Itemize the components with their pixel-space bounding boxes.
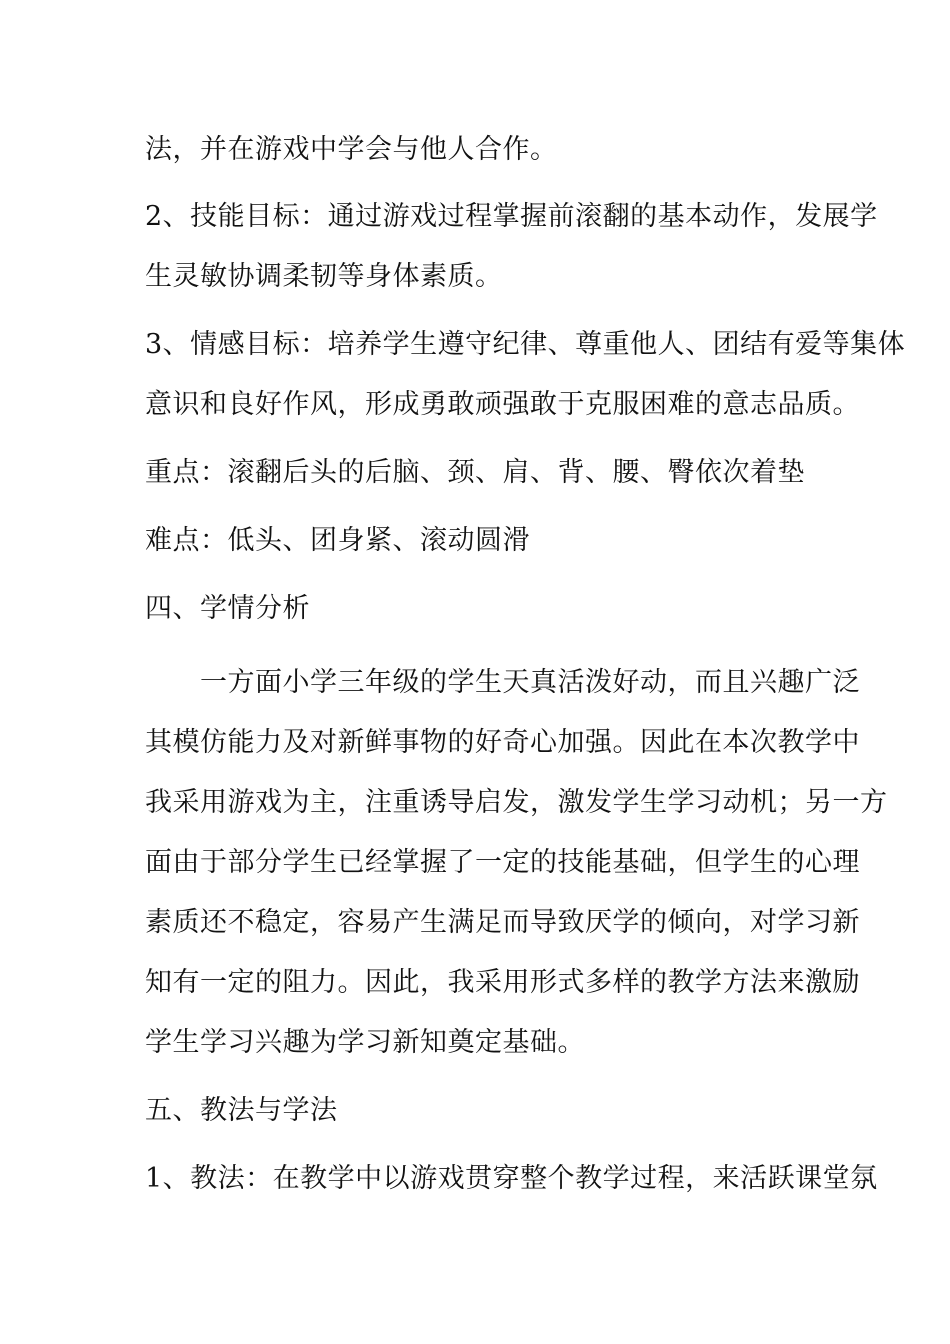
paragraph-line-7: 学生学习兴趣为学习新知奠定基础。 <box>145 1027 585 1058</box>
paragraph-line-2: 其模仿能力及对新鲜事物的好奇心加强。因此在本次教学中 <box>145 727 860 758</box>
section-heading-5: 五、教法与学法 <box>145 1095 338 1126</box>
paragraph-line-5: 素质还不稳定，容易产生满足而导致厌学的倾向，对学习新 <box>145 907 860 938</box>
paragraph-line-1: 一方面小学三年级的学生天真活泼好动，而且兴趣广泛 <box>200 667 860 698</box>
text-line-2: 2、技能目标：通过游戏过程掌握前滚翻的基本动作，发展学 <box>145 201 878 232</box>
difficulty-line: 难点：低头、团身紧、滚动圆滑 <box>145 525 530 556</box>
key-point-line: 重点：滚翻后头的后脑、颈、肩、背、腰、臀依次着垫 <box>145 457 805 488</box>
text-line-5: 意识和良好作风，形成勇敢顽强敢于克服困难的意志品质。 <box>145 389 860 420</box>
text-line-1: 法，并在游戏中学会与他人合作。 <box>145 134 558 165</box>
section-heading-4: 四、学情分析 <box>145 593 310 624</box>
paragraph-line-3: 我采用游戏为主，注重诱导启发，激发学生学习动机；另一方 <box>145 787 888 818</box>
text-line-teaching-method: 1、教法：在教学中以游戏贯穿整个教学过程，来活跃课堂氛 <box>145 1163 878 1194</box>
paragraph-line-6: 知有一定的阻力。因此，我采用形式多样的教学方法来激励 <box>145 967 860 998</box>
text-line-3: 生灵敏协调柔韧等身体素质。 <box>145 261 503 292</box>
text-line-4: 3、情感目标：培养学生遵守纪律、尊重他人、团结有爱等集体 <box>145 329 906 360</box>
paragraph-line-4: 面由于部分学生已经掌握了一定的技能基础，但学生的心理 <box>145 847 860 878</box>
